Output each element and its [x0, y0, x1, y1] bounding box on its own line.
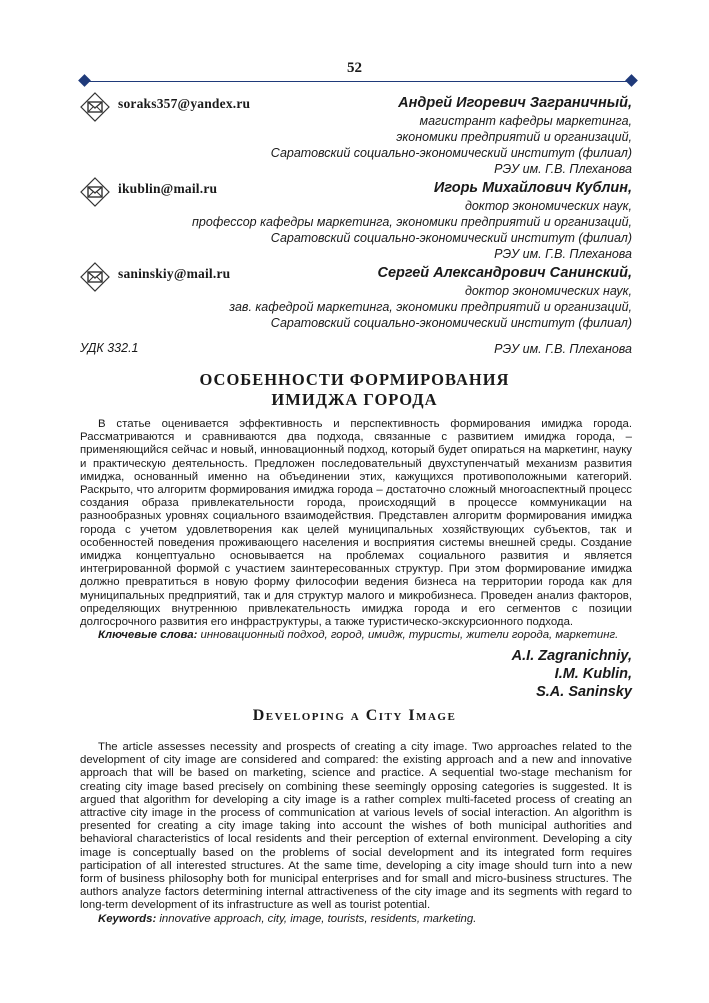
- author-block-1: [80, 92, 632, 177]
- keywords-en-label: Keywords:: [98, 912, 157, 925]
- author-block-3: [80, 262, 632, 331]
- author-email[interactable]: ikublin@mail.ru: [118, 181, 218, 196]
- author-en-name: I.M. Kublin,: [554, 666, 632, 682]
- keywords-ru-text: инновационный подход, город, имидж, туристы, жители города, маркетинг.: [197, 629, 619, 642]
- author-email[interactable]: saninskiy@mail.ru: [118, 266, 231, 281]
- page-number: 52: [347, 60, 362, 76]
- author-en-name: S.A. Saninsky: [536, 684, 632, 700]
- article-title-ru: [0, 370, 709, 410]
- author-name: Андрей Игоревич Заграничный,: [398, 95, 632, 111]
- author-name: Игорь Михайлович Кублин,: [433, 180, 632, 196]
- author-affiliation-line: профессор кафедры маркетинга, экономики предприятий и организаций,: [192, 215, 632, 229]
- author-affiliation-line: доктор экономических наук,: [464, 199, 632, 213]
- author-en-name: A.I. Zagranichniy,: [511, 648, 632, 664]
- envelope-mail-icon: [80, 262, 110, 292]
- authors-en: [80, 647, 632, 701]
- keywords-ru: [80, 629, 632, 642]
- author-affiliation-line: Саратовский социально-экономический институт (филиал): [270, 146, 632, 160]
- envelope-mail-icon: [80, 92, 110, 122]
- author-affiliation-line: РЭУ им. Г.В. Плеханова: [494, 247, 632, 261]
- abstract-ru: [80, 418, 632, 642]
- author-affiliation-line: РЭУ им. Г.В. Плеханова: [494, 162, 632, 176]
- author-affiliation-line: Саратовский социально-экономический институт (филиал): [270, 316, 632, 330]
- author-affiliation-line: доктор экономических наук,: [464, 284, 632, 298]
- article-title-en: Developing a City Image: [252, 707, 457, 724]
- author-affiliation-line: Саратовский социально-экономический институт (филиал): [270, 231, 632, 245]
- author-email[interactable]: soraks357@yandex.ru: [118, 96, 251, 111]
- keywords-en-text: innovative approach, city, image, tourists, residents, marketing.: [156, 912, 477, 925]
- abstract-en: [80, 741, 632, 926]
- article-title-ru-line: ИМИДЖА ГОРОДА: [271, 390, 438, 409]
- udk-code: УДК 332.1: [80, 341, 139, 355]
- author-affiliation-line: магистрант кафедры маркетинга,: [419, 114, 632, 128]
- keywords-en: [80, 913, 632, 926]
- header-rule: [84, 81, 632, 82]
- abstract-en-text: The article assesses necessity and prospects of creating a city image. Two approaches related to the development of city image are considered and compared: the existing approach and a new and innovative approach that will be based on marketing, science and practice. A sequential two-stage mechanism for creating city image based precisely on combining these seemingly opposing categories is suggested. It is argued that algorithm for developing a city image is a rather complex multi-faceted process of creating an attractive city image in the process of communication at various levels of social interaction. An algorithm is presented for creating a city image taking into account the wishes of both municipal authorities and behavioral characteristics of local residents and their perception of external environment. Developing a city image is conceptually based on the problems of social development and its integrated form requires participation of all interested structures. At the same time, developing a city image should turn into a new form of business philosophy both for municipal enterprises and for small and micro-business structures. The authors analyze factors determining internal attractiveness of the city image and its segments with regard to long-term development of its infrastructure as well as tourist potential.: [80, 741, 632, 912]
- author-name: Сергей Александрович Санинский,: [377, 265, 632, 281]
- article-title-ru-line: ОСОБЕННОСТИ ФОРМИРОВАНИЯ: [199, 370, 510, 389]
- keywords-ru-label: Ключевые слова:: [98, 629, 198, 642]
- author-affiliation-line: экономики предприятий и организаций,: [396, 130, 632, 144]
- author-block-2: [80, 177, 632, 262]
- author-affiliation-line: РЭУ им. Г.В. Плеханова: [494, 342, 632, 356]
- envelope-mail-icon: [80, 177, 110, 207]
- abstract-ru-text: В статье оценивается эффективность и перспективность формирования имиджа города. Рассматриваются и сравниваются два подхода, связанные с развитием имиджа города, – применяющийся сейчас и новый, инновационный подход, который будет опираться на маркетинг, науку и практическую деятельность. Предложен последовательный двухступенчатый механизм развития имиджа, основанный именно на объединении этих, кажущихся противоположными категорий. Раскрыто, что алгоритм формирования имиджа города – достаточно сложный многоаспектный процесс создания образа привлекательности города, происходящий в процессе коммуникации на разнообразных уровнях социального взаимодействия. Представлен алгоритм формирования имиджа города с учетом удовлетворения как целей муниципальных хозяйствующих субъектов, так и особенностей поведения проживающего населения и восприятия системы внешней среды. Создание имиджа концептуально основывается на проблемах социального развития и является интегрированной формой с участием заинтересованных структур. При этом формирование имиджа должно превратиться в новую форму философии ведения бизнеса на территории города как для муниципальных предприятий, так и для структур малого и микробизнеса. Проведен анализ факторов, определяющих внутреннюю привлекательность имиджа города и его сегментов с позиции долгосрочного развития его инфраструктуры, а также туристическо-экскурсионного подхода.: [80, 418, 632, 629]
- author-affiliation-line: зав. кафедрой маркетинга, экономики предприятий и организаций,: [229, 300, 632, 314]
